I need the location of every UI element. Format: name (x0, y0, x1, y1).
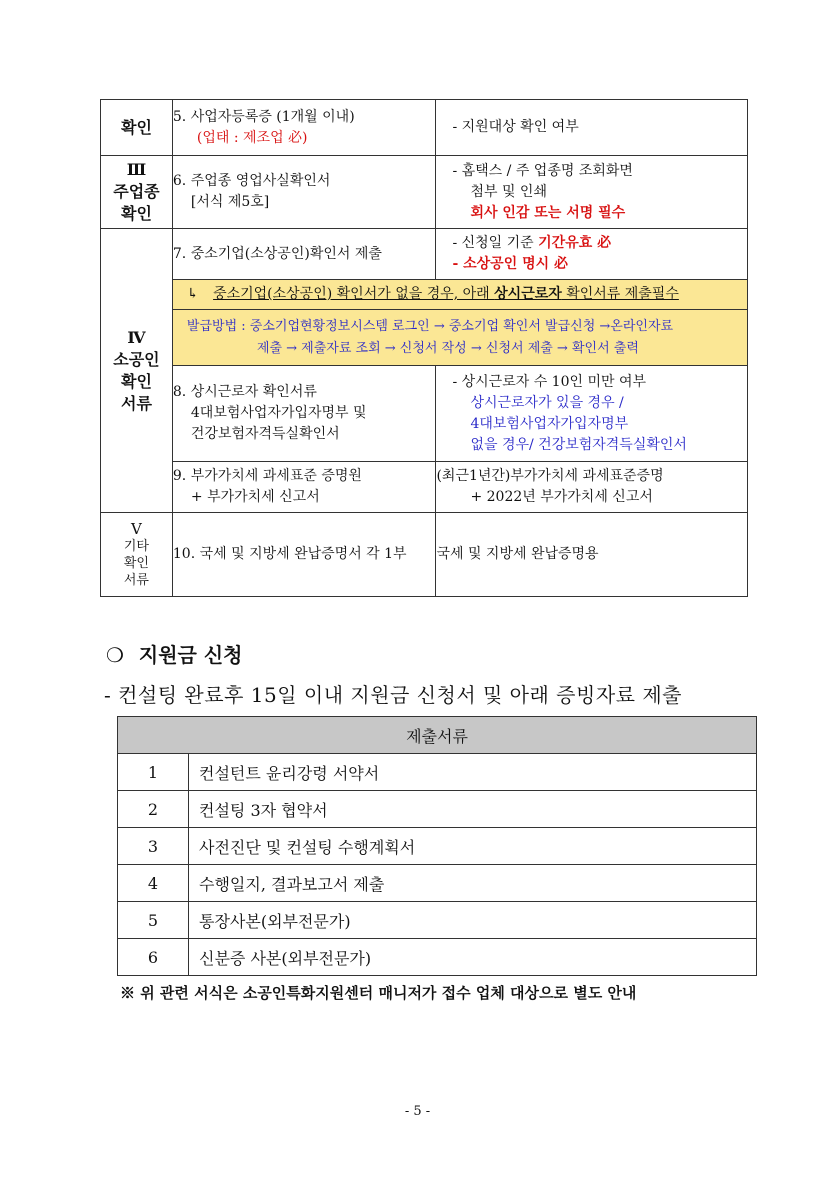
table-row (118, 902, 757, 939)
category-label: 소공인 (113, 349, 160, 369)
table-row (118, 939, 757, 976)
row-text: 수행일지, 결과보고서 제출 (189, 865, 757, 902)
item-cell (172, 156, 436, 229)
note-text: 없을 경우/ 건강보험자격득실확인서 (470, 436, 687, 453)
table-row (101, 280, 748, 310)
note-cell: 국세 및 지방세 완납증명용 (436, 513, 748, 597)
row-number: 4 (118, 865, 189, 902)
table-row (101, 462, 748, 513)
category-label: 확인 (120, 371, 152, 391)
note-text: 첨부 및 인쇄 (470, 183, 547, 200)
item-cell: 10. 국세 및 지방세 완납증명서 각 1부 (172, 513, 436, 597)
item-text: 4대보험사업자가입자명부 및 (190, 405, 367, 421)
note-cell (436, 366, 748, 462)
table-row (118, 828, 757, 865)
category-cell (101, 513, 173, 597)
row-number: 2 (118, 791, 189, 828)
table-row (118, 791, 757, 828)
note-warning: 회사 인감 또는 서명 필수 (470, 204, 626, 221)
row-text: 컨설턴트 윤리강령 서약서 (189, 754, 757, 791)
table-row (101, 513, 748, 597)
row-text: 통장사본(외부전문가) (189, 902, 757, 939)
category-cell (101, 229, 173, 513)
row-number: 5 (118, 902, 189, 939)
section-title: 지원금 신청 (138, 643, 243, 667)
note-text: 상시근로자가 있을 경우 / (470, 394, 624, 411)
category-label: 주업종 (113, 182, 160, 201)
table-row (101, 100, 748, 156)
row-number: 1 (118, 754, 189, 791)
category-numeral: Ⅲ (126, 160, 147, 179)
section-description: - 컨설팅 완료후 15일 이내 지원금 신청서 및 아래 증빙자료 제출 (104, 683, 682, 707)
category-label: 서류 (120, 393, 152, 413)
table-header: 제출서류 (118, 717, 757, 754)
row-text: 사전진단 및 컨설팅 수행계획서 (189, 828, 757, 865)
table-row (101, 366, 748, 462)
item-text: 건강보험자격득실확인서 (190, 426, 340, 442)
item-form-number: [서식 제5호] (190, 194, 270, 210)
category-cell: 확인 (101, 100, 173, 156)
notice-cell (172, 280, 747, 310)
issue-method-text: 제출 → 제출자료 조회 → 신청서 작성 → 신청서 제출 → 확인서 출력 (256, 340, 639, 356)
item-text: 9. 부가가치세 과세표준 증명원 (172, 468, 362, 484)
submission-documents-table (117, 716, 757, 976)
item-text: + 부가가치세 신고서 (190, 489, 320, 505)
note-text: 4대보험사업자가입자명부 (470, 415, 629, 432)
row-text: 컨설팅 3자 협약서 (189, 791, 757, 828)
item-text: 5. 사업자등록증 (1개월 이내) (172, 108, 355, 125)
section-heading (106, 639, 242, 668)
category-numeral: Ⅴ (131, 519, 142, 538)
note-cell: - 지원대상 확인 여부 (436, 100, 748, 156)
issue-method-text: 발급방법 : 중소기업현황정보시스템 로그인 → 중소기업 확인서 발급신청 →온라인자료 (186, 318, 674, 334)
note-cell (436, 229, 748, 280)
note-text: (최근1년간)부가가치세 과세표준증명 (436, 468, 664, 484)
row-number: 6 (118, 939, 189, 976)
table-row (118, 865, 757, 902)
category-label: 확인 (120, 204, 152, 223)
table-row (118, 754, 757, 791)
note-text: - 홈택스 / 주 업종명 조회화면 (452, 162, 633, 179)
required-documents-table (100, 99, 748, 597)
footnote: ※ 위 관련 서식은 소공인특화지원센터 매니저가 접수 업체 대상으로 별도 안내 (120, 984, 637, 1002)
row-text: 신분증 사본(외부전문가) (189, 939, 757, 976)
item-cell (172, 462, 436, 513)
note-warning: - 소상공인 명시 必 (452, 256, 569, 272)
item-text: 8. 상시근로자 확인서류 (172, 384, 317, 400)
item-condition: (업태 : 제조업 必) (196, 129, 308, 146)
category-label: 서류 (123, 572, 149, 588)
table-header-row (118, 717, 757, 754)
note-cell (436, 462, 748, 513)
page-number: - 5 - (404, 1104, 431, 1119)
category-label: 기타 (123, 538, 149, 554)
item-cell (172, 366, 436, 462)
note-text: - 신청일 기준 기간유효 必 (452, 235, 612, 251)
table-row (101, 229, 748, 280)
row-number: 3 (118, 828, 189, 865)
table-row (101, 310, 748, 366)
category-label: 확인 (123, 555, 149, 571)
item-cell (172, 100, 436, 156)
circle-bullet-icon: ❍ (106, 643, 124, 667)
issue-method-cell (172, 310, 747, 366)
table-row (101, 156, 748, 229)
notice-text: 중소기업(소상공인) 확인서가 없을 경우, 아래 상시근로자 확인서류 제출필수 (213, 286, 679, 302)
note-cell (436, 156, 748, 229)
item-cell: 7. 중소기업(소상공인)확인서 제출 (172, 229, 436, 280)
category-cell (101, 156, 173, 229)
category-numeral: Ⅳ (127, 327, 146, 347)
item-text: 6. 주업종 영업사실확인서 (172, 173, 331, 189)
arrow-icon: ↳ (186, 286, 199, 302)
note-text: - 상시근로자 수 10인 미만 여부 (452, 373, 647, 390)
note-text: + 2022년 부가가치세 신고서 (470, 489, 653, 505)
